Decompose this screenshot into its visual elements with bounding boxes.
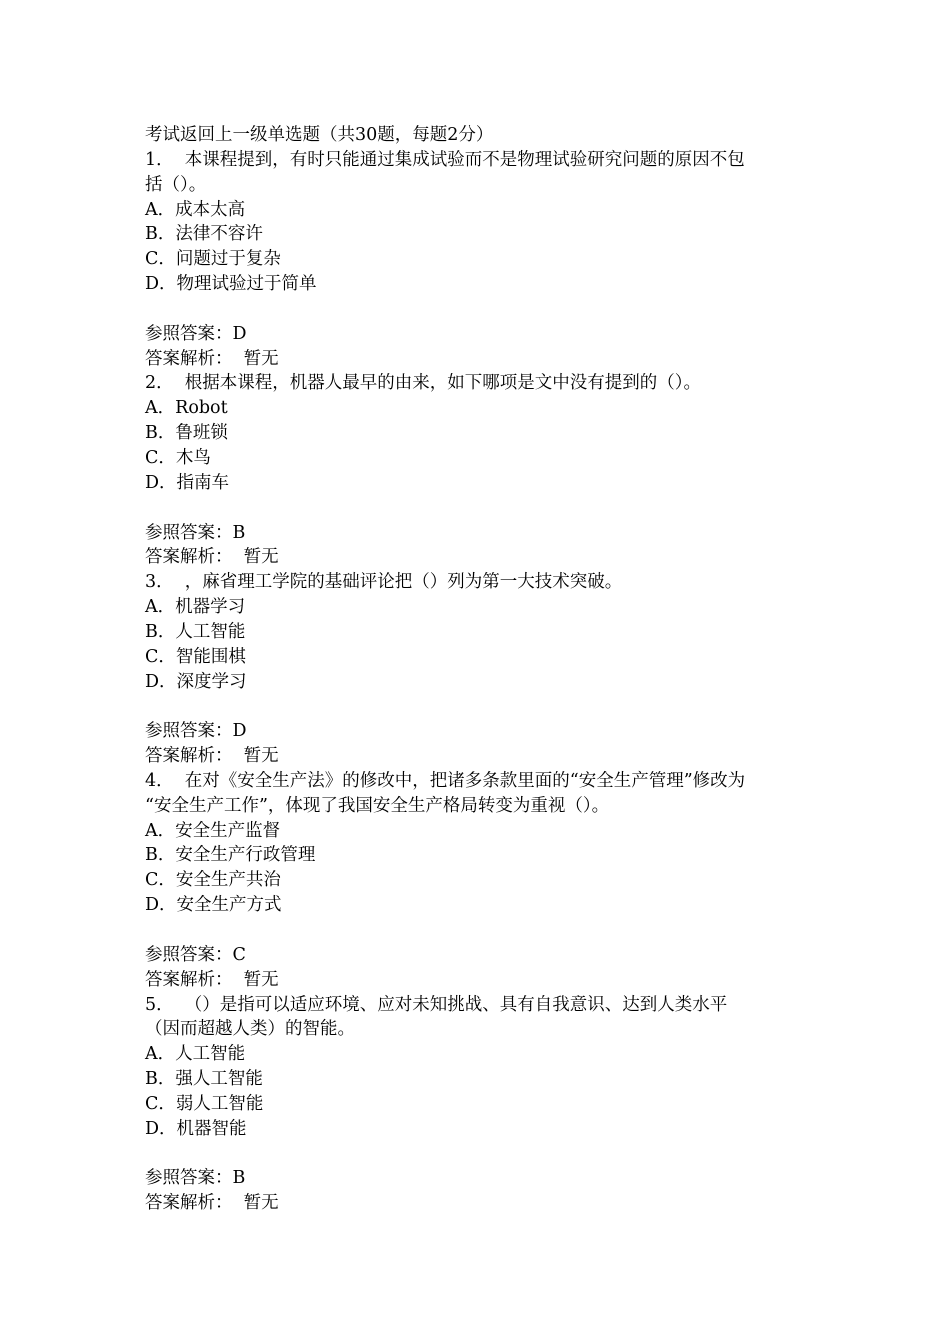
analysis-value: 暂无 (243, 547, 279, 568)
option-letter: B． (145, 1069, 176, 1090)
option-text: 安全生产方式 (176, 895, 282, 916)
option-letter: B． (145, 845, 176, 866)
question-number: 1． (145, 149, 174, 170)
option-item (145, 446, 815, 471)
option-letter: A． (145, 597, 176, 618)
analysis-value: 暂无 (243, 348, 279, 369)
analysis-label: 答案解析： (145, 348, 233, 369)
question-text: （因而超越人类）的智能。 (145, 1019, 355, 1040)
option-letter: C． (145, 870, 176, 891)
question-stem (145, 993, 815, 1018)
document-body (145, 123, 815, 1216)
option-letter: A． (145, 1044, 176, 1065)
option-text: 问题过于复杂 (175, 249, 281, 270)
reference-answer (145, 943, 815, 968)
analysis-value: 暂无 (243, 1193, 279, 1214)
analysis-label: 答案解析： (145, 547, 233, 568)
option-letter: C． (145, 447, 176, 468)
reference-answer (145, 322, 815, 347)
question-number: 2． (145, 373, 174, 394)
option-letter: D． (145, 895, 177, 916)
option-letter: C． (145, 249, 176, 270)
question-block (145, 570, 815, 769)
question-number: 5． (145, 994, 174, 1015)
option-letter: D． (145, 274, 177, 295)
option-item (145, 272, 815, 297)
option-letter: B． (145, 621, 176, 642)
option-text: 法律不容许 (175, 224, 263, 245)
question-list (145, 148, 815, 1216)
question-block (145, 371, 815, 570)
option-text: 安全生产监督 (175, 820, 281, 841)
option-text: 深度学习 (176, 671, 247, 692)
option-text: 智能围棋 (175, 646, 246, 667)
question-stem-continuation (145, 794, 815, 819)
option-text: 成本太高 (175, 199, 246, 220)
option-letter: D． (145, 1118, 177, 1139)
answer-label: 参照答案： (145, 1168, 233, 1189)
option-text: 强人工智能 (175, 1069, 263, 1090)
question-block (145, 769, 815, 993)
analysis-value: 暂无 (243, 746, 279, 767)
analysis-value: 暂无 (243, 969, 279, 990)
question-block (145, 148, 815, 372)
option-text: Robot (175, 398, 228, 419)
analysis-label: 答案解析： (145, 746, 233, 767)
spacer (145, 297, 815, 322)
spacer (145, 918, 815, 943)
question-stem (145, 769, 815, 794)
option-item (145, 222, 815, 247)
reference-answer (145, 1166, 815, 1191)
option-text: 指南车 (176, 472, 230, 493)
answer-label: 参照答案： (145, 323, 233, 344)
option-item (145, 471, 815, 496)
option-item (145, 1117, 815, 1142)
option-item (145, 1092, 815, 1117)
answer-value: B (232, 1168, 246, 1189)
option-text: 安全生产共治 (175, 870, 281, 891)
question-stem (145, 371, 815, 396)
answer-value: C (232, 944, 246, 965)
option-text: 人工智能 (175, 1044, 246, 1065)
answer-analysis (145, 545, 815, 570)
option-text: 鲁班锁 (175, 423, 228, 444)
option-item (145, 893, 815, 918)
option-letter: D． (145, 472, 177, 493)
option-letter: B． (145, 423, 176, 444)
question-text: 根据本课程，机器人最早的由来，如下哪项是文中没有提到的（）。 (184, 373, 702, 394)
option-letter: A． (145, 398, 176, 419)
option-item (145, 421, 815, 446)
analysis-label: 答案解析： (145, 969, 233, 990)
spacer (145, 1142, 815, 1167)
option-item (145, 868, 815, 893)
question-number: 3． (145, 572, 174, 593)
option-item (145, 670, 815, 695)
option-letter: C． (145, 646, 176, 667)
option-text: 安全生产行政管理 (175, 845, 316, 866)
spacer (145, 496, 815, 521)
option-text: 物理试验过于简单 (176, 274, 317, 295)
option-item (145, 595, 815, 620)
option-item (145, 247, 815, 272)
reference-answer (145, 719, 815, 744)
option-item (145, 1067, 815, 1092)
spacer (145, 694, 815, 719)
option-item (145, 645, 815, 670)
answer-analysis (145, 1191, 815, 1216)
answer-value: B (232, 522, 246, 543)
question-text: 括（）。 (145, 174, 207, 195)
question-stem (145, 148, 815, 173)
question-stem-continuation (145, 1017, 815, 1042)
answer-label: 参照答案： (145, 522, 233, 543)
question-stem-continuation (145, 173, 815, 198)
reference-answer (145, 521, 815, 546)
option-item (145, 1042, 815, 1067)
question-text: ，麻省理工学院的基础评论把（）列为第一大技术突破。 (184, 572, 623, 593)
option-letter: D． (145, 671, 177, 692)
question-number: 4． (145, 770, 174, 791)
question-text: “安全生产工作”，体现了我国安全生产格局转变为重视（）。 (145, 795, 610, 816)
option-text: 弱人工智能 (175, 1093, 264, 1114)
option-text: 木鸟 (175, 447, 211, 468)
option-letter: B． (145, 224, 176, 245)
section-header: 考试返回上一级单选题（共30题，每题2分） (145, 125, 494, 145)
question-block (145, 993, 815, 1217)
option-letter: C． (145, 1093, 176, 1114)
option-item (145, 198, 815, 223)
question-text: 在对《安全生产法》的修改中，把诸多条款里面的“安全生产管理”修改为 (184, 770, 746, 791)
question-text: （）是指可以适应环境、应对未知挑战、具有自我意识、达到人类水平 (184, 994, 728, 1015)
question-stem (145, 570, 815, 595)
answer-value: D (232, 323, 247, 344)
option-letter: A． (145, 199, 176, 220)
question-text: 本课程提到，有时只能通过集成试验而不是物理试验研究问题的原因不包 (184, 149, 745, 170)
option-letter: A． (145, 820, 176, 841)
answer-analysis (145, 744, 815, 769)
option-text: 机器智能 (176, 1118, 247, 1139)
answer-label: 参照答案： (145, 721, 233, 742)
answer-value: D (232, 721, 247, 742)
option-text: 人工智能 (175, 621, 246, 642)
answer-label: 参照答案： (145, 944, 233, 965)
option-item (145, 843, 815, 868)
option-item (145, 819, 815, 844)
answer-analysis (145, 347, 815, 372)
option-text: 机器学习 (175, 597, 246, 618)
answer-analysis (145, 968, 815, 993)
option-item (145, 620, 815, 645)
analysis-label: 答案解析： (145, 1193, 233, 1214)
option-item (145, 396, 815, 421)
